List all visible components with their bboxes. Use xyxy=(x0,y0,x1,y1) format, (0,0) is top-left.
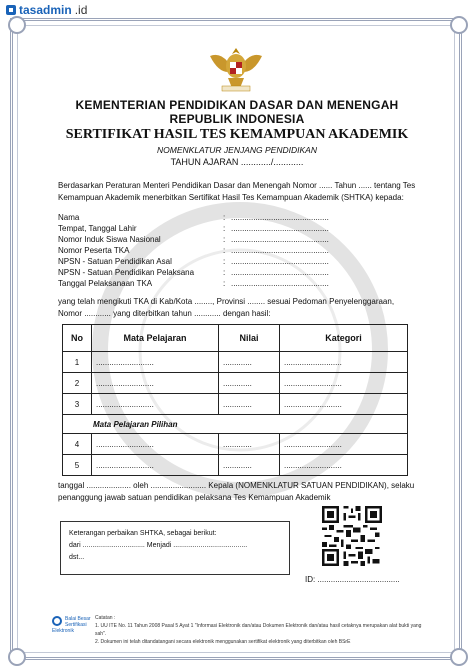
statement-line-1: yang telah mengikuti TKA di Kab/Kota ........, Provinsi ........ sesuai Pedoman Penyelenggaraan, xyxy=(58,297,395,306)
table-row: 1 .......................... ............. .......................... xyxy=(63,352,408,373)
column-header-no: No xyxy=(63,325,92,352)
intro-paragraph: Berdasarkan Peraturan Menteri Pendidikan Dasar dan Menengah Nomor ...... Tahun ...... tentang Tes Kemampuan Akademik menerbitkan Sertifikat Hasil Tes Kemampuan Akademik (SHTKA) kepada: xyxy=(58,181,416,202)
statement-line-2: Nomor ............ yang diterbitkan tahun ............ dengan hasil: xyxy=(58,309,271,318)
bsre-logo: Balai Besar Sertifikasi Elektronik xyxy=(52,616,91,634)
notes-title: Keterangan perbaikan SHTKA, sebagai berikut: xyxy=(69,530,217,537)
ministry-name: KEMENTERIAN PENDIDIKAN DASAR DAN MENENGAH xyxy=(75,98,399,112)
table-row: 5 .......................... ............. .......................... xyxy=(63,455,408,476)
closing-line-1: tanggal .................... oleh ......................... Kepala (NOMENKLATUR SATUAN PENDIDIKAN), selaku xyxy=(58,481,415,490)
site-logo-icon xyxy=(6,5,16,15)
corner-ornament-top-left xyxy=(8,16,26,34)
corner-ornament-top-right xyxy=(450,16,468,34)
notes-line-1: dari ................................ Menjadi ...................................... xyxy=(69,542,248,549)
document-id: ID: ..................................... xyxy=(305,575,400,584)
education-level-nomenclature: NOMENKLATUR JENJANG PENDIDIKAN xyxy=(157,145,317,155)
footer-note-2: 2. Dokumen ini telah ditandatangani secara elektronik menggunakan sertifikat elektronik yang diterbitkan oleh BSrE xyxy=(95,639,351,645)
certificate-title: SERTIFIKAT HASIL TES KEMAMPUAN AKADEMIK xyxy=(65,127,409,142)
table-row: 3 .......................... ............. .......................... xyxy=(63,394,408,415)
column-header-score: Nilai xyxy=(219,325,280,352)
column-header-category: Kategori xyxy=(280,325,408,352)
field-row-test-date: Tanggal Pelaksanaan TKA : ............................................ xyxy=(58,279,329,288)
table-row: 4 .......................... ............. .......................... xyxy=(63,434,408,455)
footer-note-1: 1. UU ITE No. 11 Tahun 2008 Pasal 5 Ayat 1 "Informasi Elektronik dan/atau Dokumen Elektronik dan/atau hasil cetaknya merupakan alat bukti yang sah". xyxy=(95,623,422,637)
bsre-logo-icon xyxy=(52,616,62,626)
results-table xyxy=(62,324,408,476)
corner-ornament-bottom-left xyxy=(8,648,26,666)
corner-ornament-bottom-right xyxy=(450,648,468,666)
elective-section-row: Mata Pelajaran Pilihan xyxy=(63,415,408,434)
footer-notes xyxy=(95,614,425,646)
notes-line-2: dst... xyxy=(69,554,85,561)
site-domain: .id xyxy=(74,3,88,17)
qr-code-icon xyxy=(322,506,382,566)
field-row-name: Nama : ............................................ xyxy=(58,213,329,222)
republic-name: REPUBLIK INDONESIA xyxy=(169,112,305,126)
footer-note-title: Catatan : xyxy=(95,615,116,621)
table-header-row xyxy=(63,325,408,352)
site-logo xyxy=(6,3,87,17)
field-row-participant-number: Nomor Peserta TKA : ............................................ xyxy=(58,246,329,255)
closing-line-2: penanggung jawab satuan pendidikan pelaksana Tes Kemampuan Akademik xyxy=(58,493,331,502)
school-year: TAHUN AJARAN ............/............ xyxy=(170,157,304,167)
field-row-origin-school: NPSN - Satuan Pendidikan Asal : ............................................ xyxy=(58,257,329,266)
field-row-host-school: NPSN - Satuan Pendidikan Pelaksana : ............................................ xyxy=(58,268,329,277)
column-header-subject: Mata Pelajaran xyxy=(92,325,219,352)
site-name: tasadmin xyxy=(19,3,72,17)
correction-notes-box xyxy=(60,521,290,575)
field-row-nisn: Nomor Induk Siswa Nasional : ............................................ xyxy=(58,235,329,244)
garuda-emblem-icon xyxy=(206,42,266,94)
table-row: 2 .......................... ............. .......................... xyxy=(63,373,408,394)
participant-fields xyxy=(58,212,398,289)
field-row-birth: Tempat, Tanggal Lahir : ............................................ xyxy=(58,224,329,233)
